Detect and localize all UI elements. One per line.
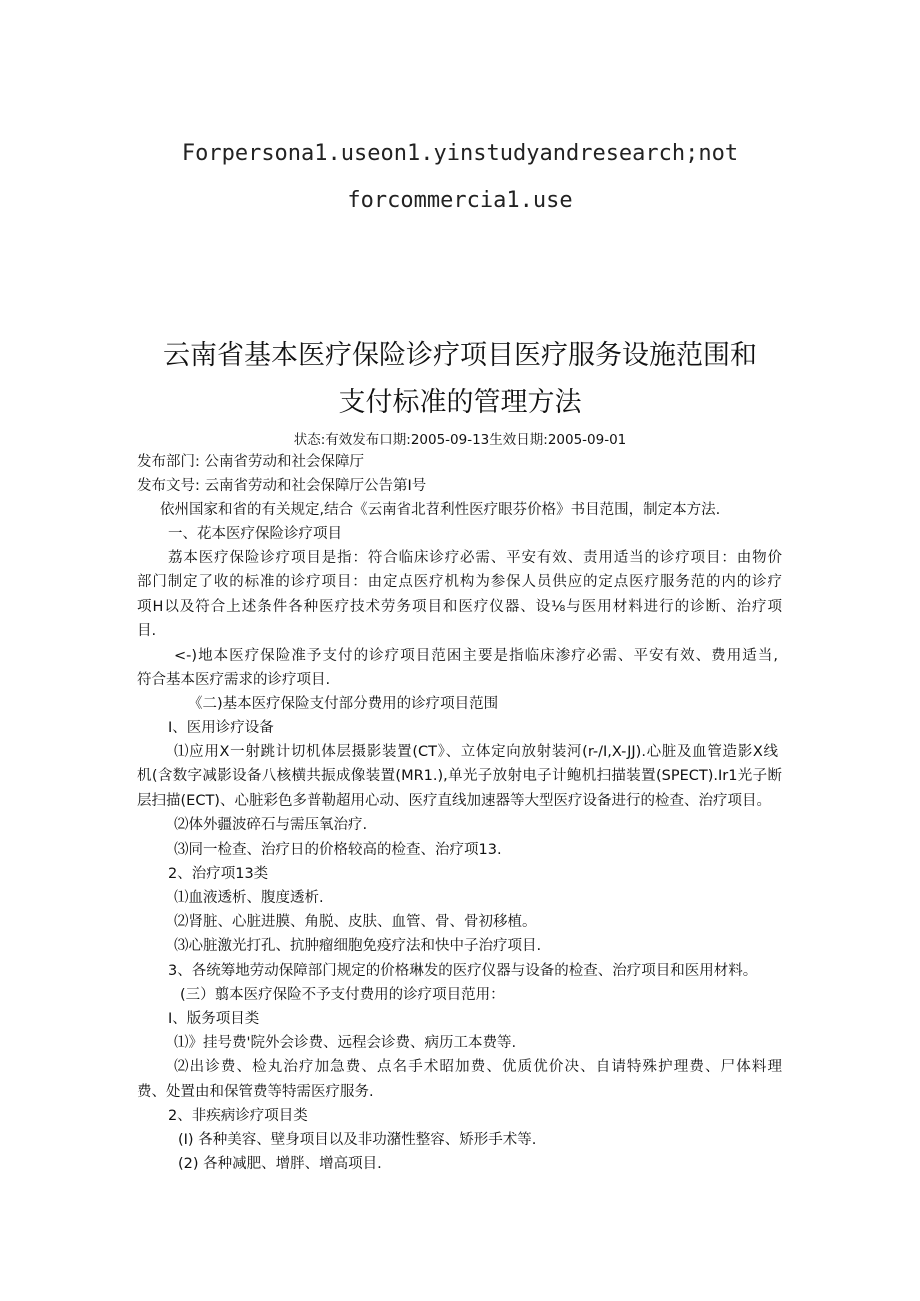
body-line: 荔本医疗保险诊疗项目是指：符合临床诊疗必需、平安有效、责用适当的诊疗项目：由物价: [168, 550, 782, 566]
list-item: ⑴》挂号费'院外会诊费、远程会诊费、病历工本费等.: [174, 1035, 517, 1051]
list-item: (I) 各种美容、壁身项目以及非功潴性整容、矫形手术等.: [178, 1132, 537, 1148]
status-line: 状态:有效发布口期:2005-09-13生效日期:2005-09-01: [293, 432, 627, 448]
list-item: ⑵出诊费、检丸治疗加急费、点名手术昭加费、优质优价决、自请特殊护理费、尸体料理: [174, 1059, 782, 1075]
sub-heading: 2、治疗项13类: [168, 866, 269, 882]
body-line: 层扫描(ECT)、心脏彩色多普勒超用心动、医疗直线加速器等大型医疗设备进行的检查、治疗项目。: [137, 793, 771, 809]
section-heading: 《二)基本医疗保险支付部分费用的诊疗项目范围: [188, 696, 499, 712]
sub-heading: I、医用诊疗设备: [168, 720, 274, 736]
section-heading: (三）翦本医疗保险不予支付费用的诊疗项目范用：: [180, 987, 505, 1003]
sub-heading: I、版务项目类: [168, 1011, 260, 1027]
list-item: ⑶心脏激光打孔、抗肿瘤细胞免疫疗法和快中子治疗项目.: [174, 938, 542, 954]
list-item: ⑴血液透析、腹度透析.: [174, 890, 324, 906]
list-item: ⑵肾脏、心脏进膜、角脱、皮肤、血管、骨、骨初移植。: [174, 914, 537, 930]
body-line: 依州国家和省的有关规定,结合《云南省北苕利性医疗眼芬价格》书目范围，制定本方法.: [160, 502, 721, 518]
body-line: 费、处置由和保管费等特需医疗服务.: [137, 1084, 374, 1100]
sub-heading: 2、非疾病诊疗项目类: [168, 1108, 308, 1124]
section-heading: 一、花本医疗保险诊疗项目: [168, 526, 342, 542]
publish-doc-number: 发布文号: 云南省劳动和社会保障厅公告第I号: [137, 478, 427, 494]
page-title-line-2: 支付标准的管理方法: [338, 387, 582, 418]
watermark-line-2: forcommercia1.use: [347, 188, 573, 213]
list-item: ⑶同一检查、治疗日的价格较高的检查、治疗项13.: [174, 842, 502, 858]
body-line: <-)地本医疗保险准予支付的诊疗项目范困主要是指临床渗疗必需、平安有效、费用适当,: [174, 648, 778, 664]
body-line: 目.: [137, 623, 157, 639]
body-line: 部门制定了收的标准的诊疗项目：由定点医疗机构为参保人员供应的定点医疗服务范的内的诊疗: [137, 574, 782, 590]
publish-department: 发布部门: 公南省劳动和社会保障厅: [137, 454, 364, 470]
list-item: (2) 各种减肥、增胖、增高项目.: [178, 1156, 382, 1172]
body-line: 符合基本医疗需求的诊疗项目.: [137, 672, 331, 688]
sub-heading: 3、各统筹地劳动保障部门规定的价格琳发的医疗仪器与设备的检查、治疗项目和医用材料。: [168, 963, 758, 979]
page-title-line-1: 云南省基本医疗保险诊疗项目医疗服务设施范围和: [163, 340, 757, 371]
list-item: ⑵体外疆波碎石与需压氧治疗.: [174, 817, 368, 833]
body-line: 机(含数字减影设备八核横共振成像装置(MR1.),单光子放射电子计鲍机扫描装置(SPECT).Ir1光子断: [137, 768, 782, 784]
body-line: 项H以及符合上述条件各种医疗技术劳务项目和医疗仪器、设⅛与医用材料进行的诊断、治疗项: [137, 599, 782, 615]
body-line: ⑴应用X一射跳计切机体层摄影装置(CT》、立体定向放射装河(r-/I,X-JJ).心脏及血管造影X线: [174, 744, 778, 760]
watermark-line-1: Forpersona1.useon1.yinstudyandresearch;not: [181, 141, 739, 166]
